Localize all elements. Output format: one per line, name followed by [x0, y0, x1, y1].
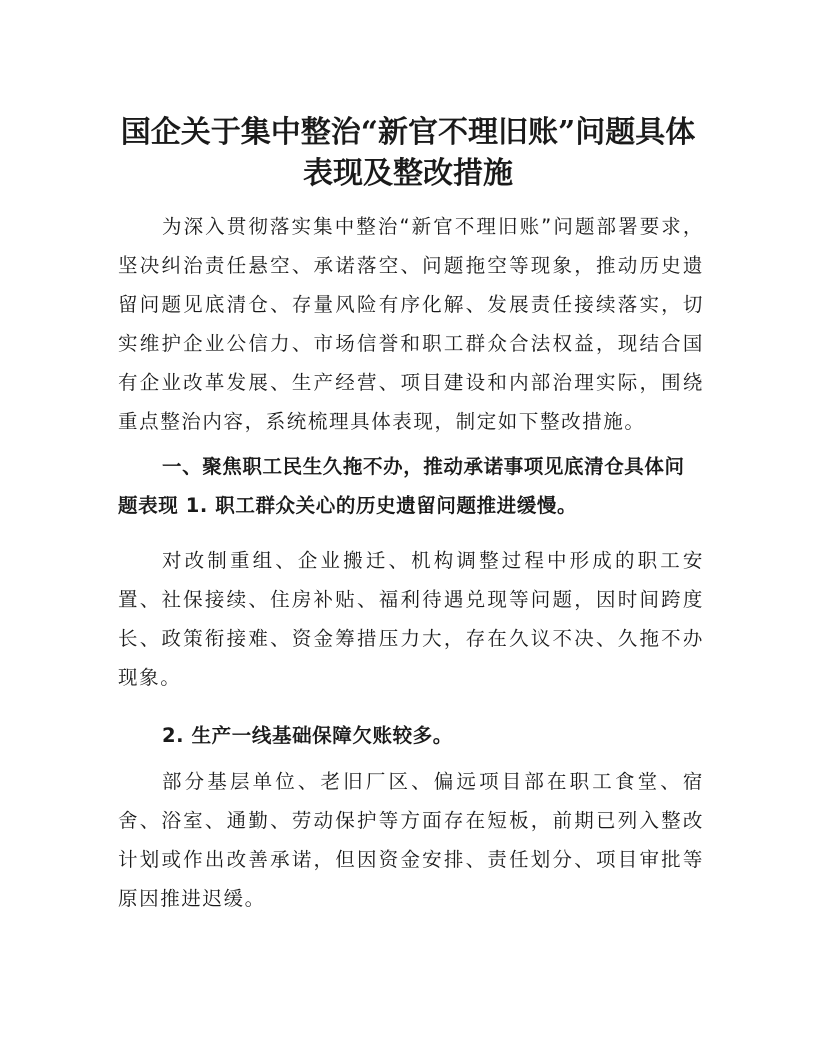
item-2-paragraph: 部分基层单位、老旧厂区、偏远项目部在职工食堂、宿舍、浴室、通勤、劳动保护等方面存在短板，前期已列入整改计划或作出改善承诺，但因资金安排、责任划分、项目审批等原因推进迟缓。	[118, 770, 704, 910]
intro-paragraph: 为深入贯彻落实集中整治“新官不理旧账”问题部署要求，坚决纠治责任悬空、承诺落空、问题拖空等现象，推动历史遗留问题见底清仓、存量风险有序化解、发展责任接续落实，切实维护企业公信力、市场信誉和职工群众合法权益，现结合国有企业改革发展、生产经营、项目建设和内部治理实际，围绕重点整治内容，系统梳理具体表现，制定如下整改措施。	[118, 215, 704, 433]
section-1-paragraph: 对改制重组、企业搬迁、机构调整过程中形成的职工安置、社保接续、住房补贴、福利待遇兑现等问题，因时间跨度长、政策衔接难、资金筹措压力大，存在久议不决、久拖不办现象。	[118, 549, 704, 689]
item-2-heading: 2. 生产一线基础保障欠账较多。	[162, 724, 453, 747]
document-title: 国企关于集中整治“新官不理旧账”问题具体表现及整改措施	[120, 115, 696, 191]
section-1-heading: 一、聚焦职工民生久拖不办，推动承诺事项见底清仓具体问题表现 1. 职工群众关心的历史遗留问题推进缓慢。	[118, 455, 685, 517]
